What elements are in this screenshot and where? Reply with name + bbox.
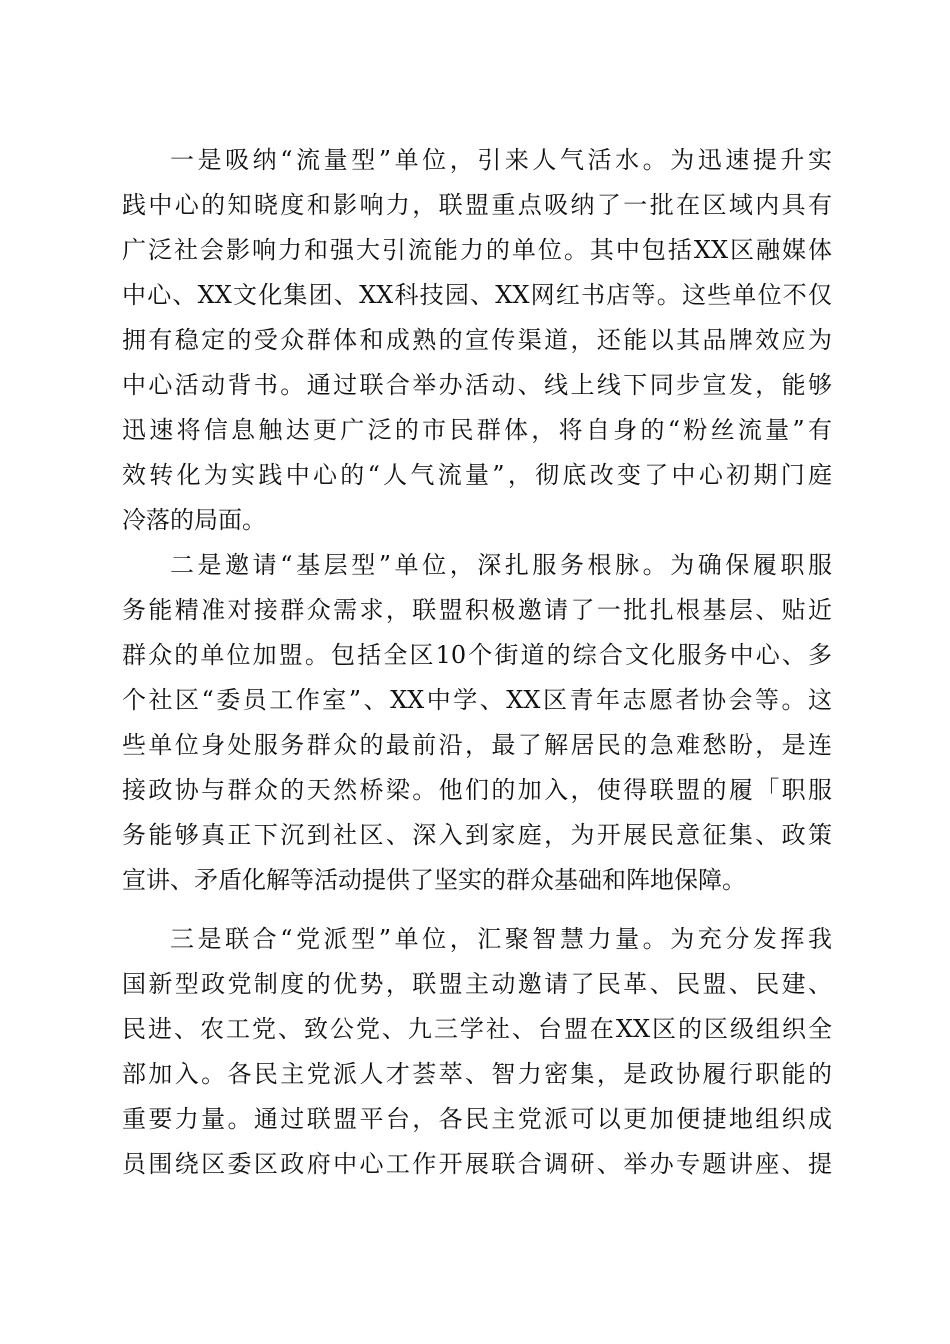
text-line: 务能够真正下沉到社区、深入到家庭，为开展民意征集、政策	[122, 821, 832, 849]
text-line: 接政协与群众的天然桥梁。他们的加入，使得联盟的履「职服	[122, 776, 832, 804]
paragraph-jiceng	[122, 543, 832, 903]
text-line: 效转化为实践中心的“人气流量”，彻底改变了中心初期门庭	[122, 461, 832, 489]
text-line: 中心、XX文化集团、XX科技园、XX网红书店等。这些单位不仅	[122, 281, 832, 309]
text-line: 冷落的局面。	[122, 506, 266, 534]
text-line: 二是邀请“基层型”单位，深扎服务根脉。为确保履职服	[170, 551, 832, 579]
text-line: 宣讲、矛盾化解等活动提供了坚实的群众基础和阵地保障。	[122, 866, 746, 894]
text-line: 民进、农工党、致公党、九三学社、台盟在XX区的区级组织全	[122, 1015, 832, 1043]
text-line: 迅速将信息触达更广泛的市民群体，将自身的“粉丝流量”有	[122, 416, 832, 444]
paragraph-liuliang	[122, 138, 832, 543]
text-line: 务能精准对接群众需求，联盟积极邀请了一批扎根基层、贴近	[122, 596, 832, 624]
document-body	[122, 138, 832, 1187]
text-line: 中心活动背书。通过联合举办活动、线上线下同步宣发，能够	[122, 371, 832, 399]
text-line: 广泛社会影响力和强大引流能力的单位。其中包括XX区融媒体	[122, 236, 832, 264]
text-line: 三是联合“党派型”单位，汇聚智慧力量。为充分发挥我	[170, 925, 832, 953]
paragraph-dangpai	[122, 917, 832, 1187]
text-line: 一是吸纳“流量型”单位，引来人气活水。为迅速提升实	[170, 146, 832, 174]
text-line: 拥有稳定的受众群体和成熟的宣传渠道，还能以其品牌效应为	[122, 326, 832, 354]
text-line: 部加入。各民主党派人才荟萃、智力密集，是政协履行职能的	[122, 1060, 832, 1088]
text-line: 践中心的知晓度和影响力，联盟重点吸纳了一批在区域内具有	[122, 191, 832, 219]
text-line: 员围绕区委区政府中心工作开展联合调研、举办专题讲座、提	[122, 1150, 832, 1178]
text-line: 些单位身处服务群众的最前沿，最了解居民的急难愁盼，是连	[122, 731, 832, 759]
text-line: 个社区“委员工作室”、XX中学、XX区青年志愿者协会等。这	[122, 686, 832, 714]
text-line: 国新型政党制度的优势，联盟主动邀请了民革、民盟、民建、	[122, 970, 832, 998]
text-line: 群众的单位加盟。包括全区10个街道的综合文化服务中心、多	[122, 641, 832, 669]
text-line: 重要力量。通过联盟平台，各民主党派可以更加便捷地组织成	[122, 1105, 832, 1133]
